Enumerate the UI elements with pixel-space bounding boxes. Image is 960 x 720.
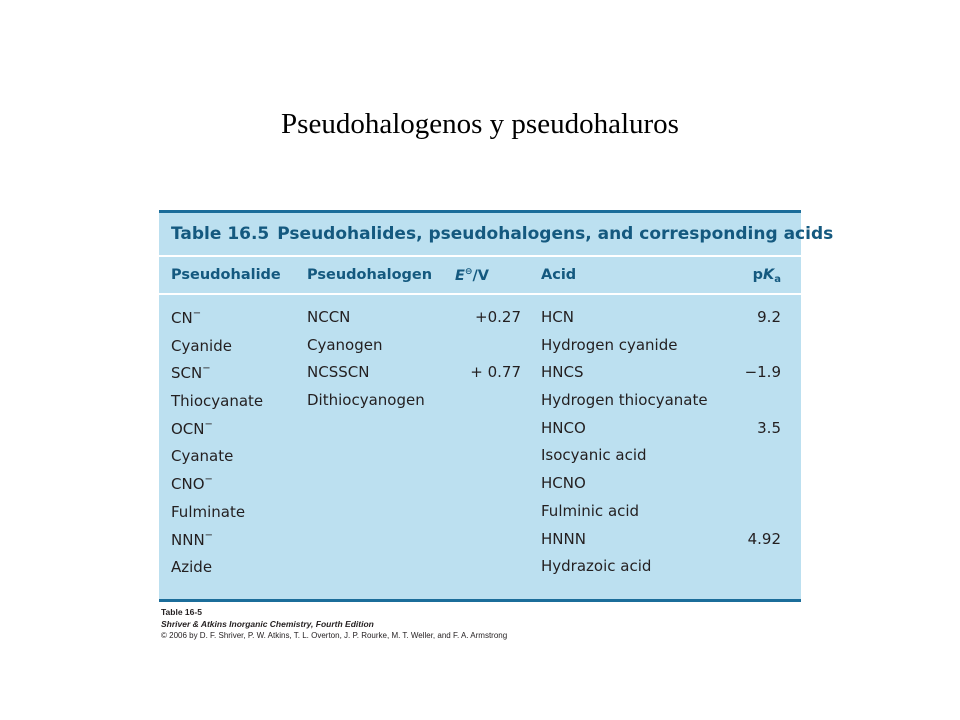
cell-acid: Hydrogen cyanide — [541, 335, 678, 354]
pseudohalide-formula: Thiocyanate — [171, 392, 264, 411]
table-row — [159, 326, 801, 354]
pseudohalide-formula: NNN — [171, 530, 205, 549]
pseudohalide-charge: − — [192, 308, 202, 319]
cell-pseudohalide — [171, 336, 232, 355]
cell-pseudohalide — [171, 308, 201, 327]
table-row — [159, 492, 801, 520]
table-row — [159, 298, 801, 326]
cell-pseudohalide — [171, 502, 245, 521]
cell-pseudohalide — [171, 557, 212, 576]
table-header-row — [159, 259, 801, 295]
cell-potential: + 0.77 — [470, 363, 521, 382]
cell-pka: −1.9 — [744, 363, 781, 382]
cell-pseudohalide — [171, 391, 263, 410]
table-row — [159, 409, 801, 437]
header-pka-sub: a — [774, 274, 781, 285]
header-pka-k: K — [763, 267, 775, 283]
header-potential-symbol: E — [455, 268, 465, 284]
table-row — [159, 547, 801, 575]
cell-pka: 3.5 — [757, 418, 781, 437]
cell-pseudohalogen: Dithiocyanogen — [307, 391, 425, 410]
source-credit — [161, 606, 507, 642]
table-row — [159, 464, 801, 492]
cell-acid: HNCO — [541, 418, 586, 437]
pseudohalide-formula: Cyanide — [171, 336, 232, 355]
cell-pseudohalide — [171, 530, 213, 549]
cell-pka: 4.92 — [747, 529, 781, 548]
header-potential — [455, 267, 489, 284]
cell-pseudohalide — [171, 474, 213, 493]
cell-pka: 9.2 — [757, 308, 781, 326]
cell-acid: Isocyanic acid — [541, 446, 647, 465]
header-pseudohalogen: Pseudohalogen — [307, 267, 433, 283]
table-row — [159, 520, 801, 548]
cell-pseudohalide — [171, 363, 211, 382]
cell-acid: HNCS — [541, 363, 584, 382]
table-body — [159, 298, 801, 575]
standard-state-icon: ⊖ — [464, 267, 473, 277]
footer-copyright: © 2006 by D. F. Shriver, P. W. Atkins, T. L. Overton, J. P. Rourke, M. T. Weller, and F. A. Armstrong — [161, 631, 508, 640]
header-acid: Acid — [541, 267, 577, 283]
cell-acid: Hydrazoic acid — [541, 557, 652, 576]
pseudohalide-charge: − — [204, 418, 213, 430]
cell-pseudohalogen: NCSSCN — [307, 363, 370, 382]
cell-acid: HNNN — [541, 529, 586, 548]
cell-acid: Hydrogen thiocyanate — [541, 391, 708, 410]
cell-acid: HCN — [541, 308, 574, 326]
header-pka — [753, 267, 781, 285]
pseudohalide-formula: CNO — [171, 475, 205, 494]
pseudohalide-formula: Cyanate — [171, 447, 234, 466]
data-table — [159, 210, 834, 602]
table-number: Table 16.5 — [171, 224, 270, 244]
pseudohalide-formula: SCN — [171, 364, 203, 383]
pseudohalide-charge: − — [204, 474, 213, 486]
pseudohalide-charge: − — [202, 363, 211, 375]
cell-pseudohalide — [171, 419, 213, 438]
cell-pseudohalogen: Cyanogen — [307, 335, 383, 354]
pseudohalide-formula: OCN — [171, 419, 205, 438]
cell-potential: +0.27 — [475, 308, 521, 326]
footer-label: Table 16-5 — [161, 607, 202, 617]
pseudohalide-formula: Azide — [171, 558, 213, 577]
pseudohalide-charge: − — [204, 529, 214, 541]
cell-acid: HCNO — [541, 474, 586, 493]
table-row — [159, 436, 801, 464]
table-row — [159, 381, 801, 409]
header-pka-p: p — [752, 267, 763, 283]
header-pseudohalide: Pseudohalide — [171, 267, 281, 283]
pseudohalide-formula: Fulminate — [171, 502, 246, 521]
header-potential-unit: /V — [472, 268, 489, 284]
footer-book: Shriver & Atkins Inorganic Chemistry, Fourth Edition — [161, 619, 374, 629]
table-caption-text: Pseudohalides, pseudohalogens, and corresponding acids — [277, 224, 834, 244]
cell-pseudohalogen: NCCN — [307, 308, 351, 326]
cell-pseudohalide — [171, 446, 233, 465]
slide-title: Pseudohalogenos y pseudohaluros — [281, 108, 679, 140]
table-caption — [159, 213, 834, 257]
cell-acid: Fulminic acid — [541, 501, 640, 520]
table-row — [159, 353, 801, 381]
pseudohalide-formula: CN — [171, 309, 193, 327]
